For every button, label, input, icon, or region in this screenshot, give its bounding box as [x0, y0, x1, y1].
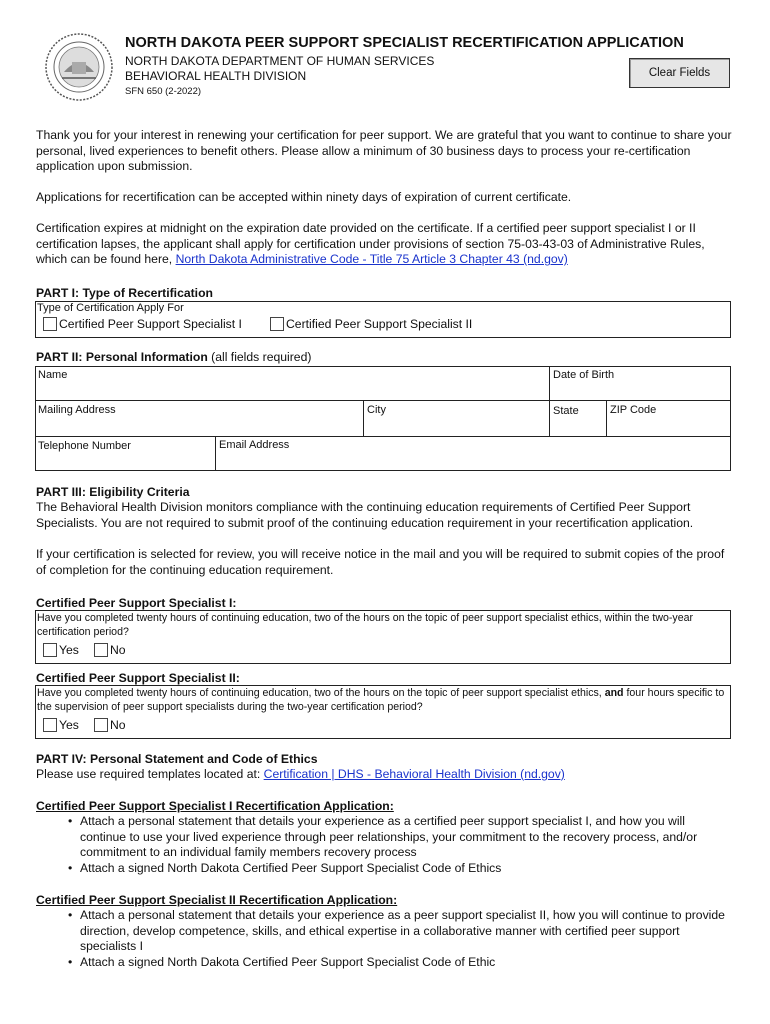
- state-seal: [44, 32, 114, 102]
- zip-field[interactable]: ZIP Code: [610, 404, 657, 416]
- division-name: BEHAVIORAL HEALTH DIVISION: [125, 69, 307, 83]
- email-field[interactable]: Email Address: [219, 439, 290, 451]
- part2-heading-line: [36, 350, 311, 364]
- cpss2-eligibility-heading: Certified Peer Support Specialist II:: [36, 671, 240, 685]
- dob-field[interactable]: Date of Birth: [553, 369, 615, 381]
- cpss2-question-b: four hours specific to the supervision of peer support specialists during the two-year certification period?: [37, 687, 725, 713]
- list-item: • Attach a personal statement that details your experience as a peer support specialist II, how you will continue to provide direction, develop competence, skills, and ethical expertise in a collaborative manner with certified peer support specialists I: [66, 908, 726, 955]
- intro-paragraph-3: [36, 221, 736, 268]
- list-item: • Attach a signed North Dakota Certified Peer Support Specialist Code of Ethic: [66, 955, 726, 971]
- mailing-address-field[interactable]: Mailing Address: [38, 404, 116, 416]
- cpss2-no-checkbox[interactable]: [94, 718, 108, 732]
- app1-heading: Certified Peer Support Specialist I Recertification Application:: [36, 799, 394, 813]
- form-number: SFN 650 (2-2022): [125, 86, 202, 97]
- part1-heading: PART I: Type of Recertification: [36, 286, 213, 300]
- telephone-field[interactable]: Telephone Number: [38, 440, 131, 452]
- part2-heading: PART II: Personal Information: [36, 350, 208, 364]
- certification-type-label: Type of Certification Apply For: [37, 302, 184, 314]
- clear-fields-button[interactable]: Clear Fields: [629, 58, 730, 88]
- cpss1-no-label: No: [110, 643, 126, 657]
- app2-heading: Certified Peer Support Specialist II Recertification Application:: [36, 893, 398, 907]
- list-item: • Attach a personal statement that details your experience as a certified peer support specialist I, and how you will continue to use your lived experience through peer relationships, your commitment to the recovery process, and/or commitment to an individual family members recovery process: [66, 814, 726, 861]
- intro-paragraph-2: Applications for recertification can be accepted within ninety days of expiration of current certificate.: [36, 190, 572, 204]
- cpss2-question-a: Have you completed twenty hours of continuing education, two of the hours on the topic of peer support specialist ethics,: [37, 687, 605, 699]
- cpss1-no[interactable]: [94, 643, 126, 659]
- admin-code-link[interactable]: North Dakota Administrative Code - Title 75 Article 3 Chapter 43 (nd.gov): [175, 252, 568, 267]
- cpss2-no[interactable]: [94, 718, 126, 734]
- list-item: • Attach a signed North Dakota Certified Peer Support Specialist Code of Ethics: [66, 861, 726, 877]
- intro-paragraph-3-text: Certification expires at midnight on the expiration date provided on the certificate. If a certified peer support specialist I or II certification lapses, the applicant shall apply for certification under provisions of section 75-03-43-03 of Administrative Rules, which can be found here,: [36, 221, 705, 267]
- personal-info-table: [35, 366, 731, 471]
- app1-list: [66, 814, 726, 876]
- app2-list: [66, 908, 726, 970]
- cpss1-question: Have you completed twenty hours of continuing education, two of the hours on the topic of peer support specialist ethics, within the two-year certification period?: [37, 612, 694, 638]
- part2-note: (all fields required): [207, 350, 312, 364]
- cpss2-yes-label: Yes: [59, 718, 79, 732]
- part3-heading: PART III: Eligibility Criteria: [36, 485, 190, 499]
- part3-paragraph-2: If your certification is selected for review, you will receive notice in the mail and you will be required to submit copies of the proof of completion for the continuing education requirement.: [36, 547, 725, 577]
- cpss1-no-checkbox[interactable]: [94, 643, 108, 657]
- templates-text: Please use required templates located at:: [36, 767, 264, 781]
- cpss2-checkbox[interactable]: [270, 317, 284, 331]
- cpss1-eligibility-heading: Certified Peer Support Specialist I:: [36, 596, 237, 610]
- name-field[interactable]: Name: [38, 369, 68, 381]
- part3-paragraph-1: The Behavioral Health Division monitors compliance with the continuing education requirements of Certified Peer Support Specialists. You are not required to submit proof of the continuing education requirement in your recertification application.: [36, 500, 694, 530]
- cpss2-yes[interactable]: [43, 718, 79, 734]
- cpss2-label: Certified Peer Support Specialist II: [286, 317, 473, 331]
- templates-line: [36, 767, 565, 783]
- cpss1-yes-label: Yes: [59, 643, 79, 657]
- cpss1-label: Certified Peer Support Specialist I: [59, 317, 242, 331]
- cpss2-no-label: No: [110, 718, 126, 732]
- state-field[interactable]: State: [553, 405, 579, 417]
- city-field[interactable]: City: [367, 404, 386, 416]
- cpss2-yes-checkbox[interactable]: [43, 718, 57, 732]
- intro-paragraph-1: Thank you for your interest in renewing your certification for peer support. We are grateful that you want to continue to share your personal, lived experiences to benefit others. Please allow a minimum of 30 business days to process your re-certification application upon submission.: [36, 128, 732, 174]
- cpss1-yes[interactable]: [43, 643, 79, 659]
- cpss1-yes-checkbox[interactable]: [43, 643, 57, 657]
- certification-link[interactable]: Certification | DHS - Behavioral Health Division (nd.gov): [263, 767, 565, 781]
- cpss1-checkbox[interactable]: [43, 317, 57, 331]
- cpss2-question: [37, 686, 727, 714]
- form-title: NORTH DAKOTA PEER SUPPORT SPECIALIST RECERTIFICATION APPLICATION: [125, 35, 684, 51]
- department-name: NORTH DAKOTA DEPARTMENT OF HUMAN SERVICES: [125, 54, 435, 68]
- option-cpss2[interactable]: [270, 317, 472, 333]
- cpss2-question-and: and: [604, 687, 624, 699]
- part4-heading: PART IV: Personal Statement and Code of Ethics: [36, 752, 318, 766]
- option-cpss1[interactable]: [43, 317, 242, 333]
